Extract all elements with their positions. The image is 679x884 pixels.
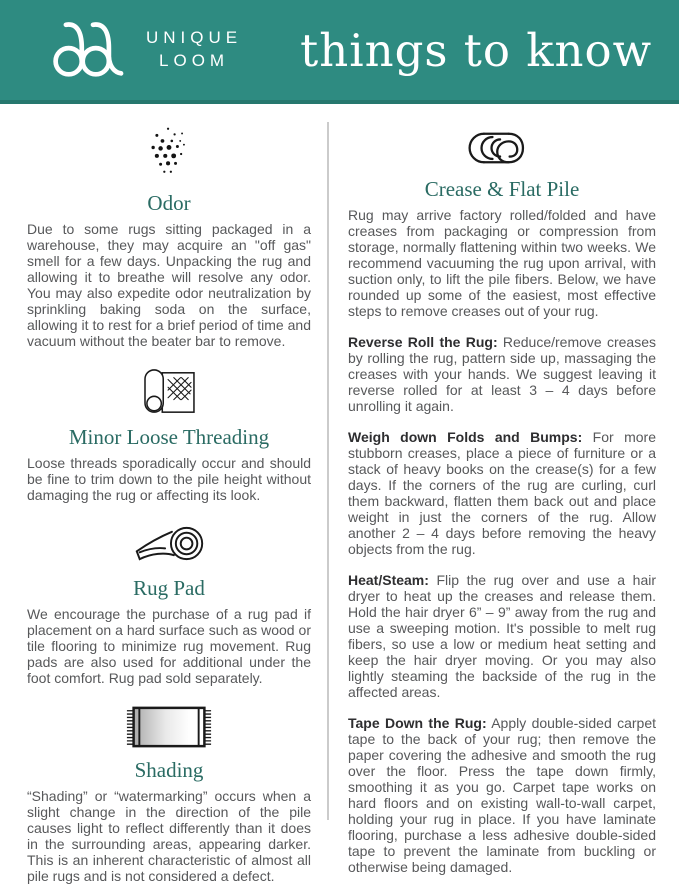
section-heading-rugpad: Rug Pad <box>133 576 205 600</box>
tip-label: Heat/Steam: <box>348 572 429 588</box>
shaded-rug-icon <box>123 705 215 754</box>
unrolling-rug-icon <box>138 368 200 421</box>
tip-paragraph <box>348 429 656 557</box>
tip-paragraph <box>348 715 656 875</box>
tip-paragraph <box>348 334 656 414</box>
section-odor <box>27 118 311 349</box>
rug-pad-roll-icon <box>128 522 210 572</box>
tip-label: Weigh down Folds and Bumps: <box>348 429 583 445</box>
brand-name <box>146 27 242 73</box>
tip-label: Reverse Roll the Rug: <box>348 334 498 350</box>
unique-loom-logo <box>50 19 242 81</box>
brand-line1: UNIQUE <box>146 28 243 48</box>
brand-line2: LOOM <box>159 51 230 70</box>
section-body-threading: Loose threads sporadically occur and should be fine to trim down to the pile height without damaging the rug or affecting its look. <box>27 455 311 503</box>
section-heading-crease: Crease & Flat Pile <box>424 177 580 201</box>
section-heading-threading: Minor Loose Threading <box>68 425 270 449</box>
header <box>0 0 679 104</box>
tip-tape-down <box>348 715 656 875</box>
tip-text: Flip the rug over and use a hair dryer to heat up the creases and release them. Hold the hair dryer 6” – 9” away from the rug and use a sweeping motion. It's possible to melt rug fibers, so use a low or medium heat setting and keep the hair dryer moving. Or you may also lightly steaming the backside of the rug in the affected areas. <box>348 572 656 700</box>
section-body-odor: Due to some rugs sitting packaged in a warehouse, they may acquire an "off gas" smell for a few days. Unpacking the rug and allowing it to breathe will resolve any odor. You may also expedite odor neutralization by sprinkling baking soda on the surface, allowing it to rest for a brief period of time and vacuum without the beater bar to remove. <box>27 221 311 349</box>
tip-text: Reduce/remove creases by rolling the rug, pattern side up, massaging the creases with your hands. We suggest leaving it reverse rolled for at least 3 – 4 days before unrolling it again. <box>348 334 656 414</box>
section-crease-flat-pile <box>348 118 656 319</box>
tip-text: For more stubborn creases, place a piece of furniture or a stack of heavy books on the crease(s) for a few days. If the corners of the rug are curling, curl them backward, flatten them back out and place weight in just the corners of the rug. Allow another 2 – 4 days before removing the heavy objects from the rug. <box>348 429 656 557</box>
section-body-rugpad: We encourage the purchase of a rug pad if placement on a hard surface such as wood or tile flooring to minimize rug movement. Rug pads are also used for additional under the foot comfort. Rug pad sold separately. <box>27 606 311 686</box>
section-heading-shading: Shading <box>134 758 204 782</box>
tip-paragraph <box>348 572 656 700</box>
section-minor-loose-threading <box>27 361 311 503</box>
section-heading-odor: Odor <box>147 191 191 215</box>
section-rug-pad <box>27 515 311 686</box>
section-intro-crease: Rug may arrive factory rolled/folded and have creases from packaging or compression from storage, normally flattening within two weeks. We recommend vacuuming the rug upon arrival, with suction only, to lift the pile fibers. Below, we have rounded up some of the easiest, most effective steps to remove creases out of your rug. <box>348 207 656 319</box>
tip-label: Tape Down the Rug: <box>348 715 487 731</box>
content-columns <box>0 104 679 884</box>
section-body-shading: “Shading” or “watermarking” occurs when a slight change in the direction of the pile causes light to reflect differently than it does in the surrounding areas, appearing darker. This is an inherent characteristic of almost all pile rugs and is not considered a defect. <box>27 788 311 884</box>
tip-reverse-roll <box>348 334 656 414</box>
section-shading <box>27 698 311 884</box>
loom-loops-icon <box>50 19 136 81</box>
tip-heat-steam <box>348 572 656 700</box>
tip-text: Apply double-sided carpet tape to the back of your rug; then remove the paper covering the adhesive and smooth the rug over the floor. Press the tape down firmly, smoothing it as you go. Carpet tape works on hard floors and on existing wall-to-wall carpet, holding your rug in place. If you have laminate flooring, purchase a less adhesive double-sided tape to prevent the laminate from buckling or otherwise being damaged. <box>348 715 656 875</box>
odor-dots-icon <box>147 126 191 187</box>
page-title: things to know <box>300 23 653 77</box>
right-column <box>329 118 679 875</box>
rolled-rug-end-icon <box>462 128 542 173</box>
tip-weigh-down <box>348 429 656 557</box>
left-column <box>0 118 327 884</box>
